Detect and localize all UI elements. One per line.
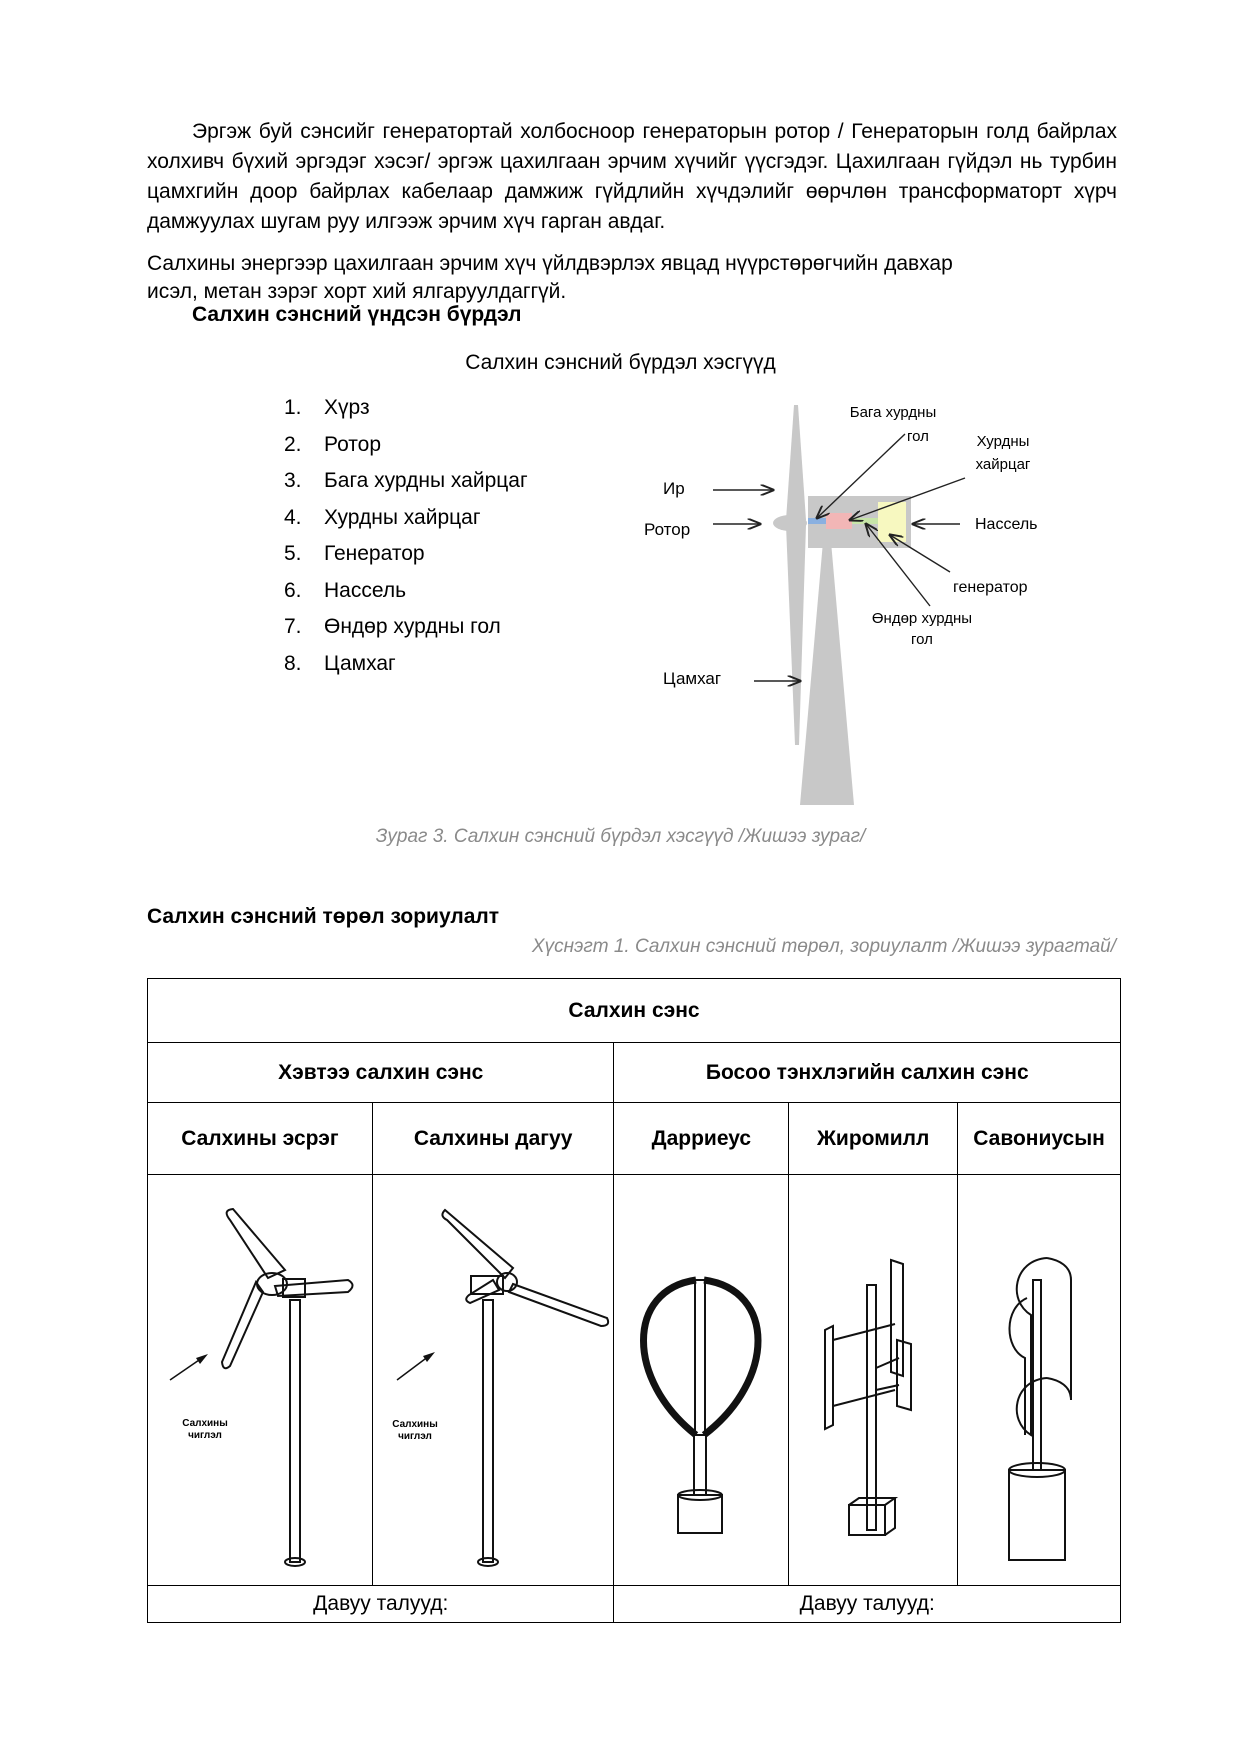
intro-paragraph-2-line-1: Салхины энергээр цахилгаан эрчим хүч үйлдвэрлэх явцад нүүрстөрөгчийн давхар xyxy=(147,252,953,275)
list-item: 7. Өндөр хурдны гол xyxy=(284,615,501,638)
downwind-image-cell xyxy=(372,1175,614,1586)
components-subtitle: Салхин сэнсний бүрдэл хэсгүүд xyxy=(465,351,776,374)
section-heading-components: Салхин сэнсний үндсэн бүрдэл xyxy=(192,303,522,326)
type-downwind-cell: Салхины дагуу xyxy=(372,1103,614,1175)
wind-turbine-diagram xyxy=(630,395,1050,815)
savonius-turbine-drawing xyxy=(959,1180,1119,1580)
wind-direction-label-line2: чиглэл xyxy=(398,1431,433,1442)
wind-direction-label-line1: Салхины xyxy=(392,1419,438,1430)
turbine-types-table xyxy=(147,978,1121,1623)
downwind-turbine-drawing xyxy=(375,1180,611,1580)
intro-paragraph-1: Эргэж буй сэнсийг генератортай холбосноор генераторын ротор / Генераторын голд байрлах холхивч бүхий эргэдэг хэсэг/ эргэж цахилгаан эрчим хүчийг үүсгэдэг. Цахилгаан гүйдэл нь турбин цамхгийн доор байрлах кабелаар дамжиж гүйдлийн хүчдэлийг өөрчлөн трансформаторт хүрч дамжуулах шугам руу илгээж эрчим хүч гарган авдаг. xyxy=(147,120,1117,233)
table-title-cell: Салхин сэнс xyxy=(148,979,1121,1043)
type-giromill-cell: Жиромилл xyxy=(789,1103,958,1175)
horizontal-advantages-cell: Давуу талууд: xyxy=(148,1586,614,1623)
list-item: 3. Бага хурдны хайрцаг xyxy=(284,469,528,492)
vertical-advantages-cell: Давуу талууд: xyxy=(614,1586,1121,1623)
tower-shape xyxy=(800,530,854,805)
wind-direction-label-line2: чиглэл xyxy=(187,1430,222,1441)
label-nacelle: Нассель xyxy=(975,516,1038,533)
label-low-speed-shaft-line2: гол xyxy=(907,428,929,445)
high-speed-shaft-shape xyxy=(852,518,878,524)
upwind-turbine-drawing xyxy=(150,1180,370,1580)
type-upwind-cell: Салхины эсрэг xyxy=(148,1103,373,1175)
blade-lower-shape xyxy=(786,525,806,745)
label-gearbox-line2: хайрцаг xyxy=(975,456,1031,473)
label-high-speed-shaft-line1: Өндөр хурдны xyxy=(871,610,973,627)
rotor-hub-shape xyxy=(773,515,807,531)
low-speed-shaft-shape xyxy=(808,518,826,524)
label-blade: Ир xyxy=(663,479,685,498)
type-darrieus-cell: Дарриеус xyxy=(614,1103,789,1175)
savonius-image-cell xyxy=(958,1175,1121,1586)
label-generator: генератор xyxy=(953,579,1028,596)
intro-paragraph-2-line-2: исэл, метан зэрэг хорт хий ялгаруулдаггүй. xyxy=(147,280,567,303)
label-low-speed-shaft-line1: Бага хурдны xyxy=(849,404,937,421)
darrieus-turbine-drawing xyxy=(616,1180,786,1580)
giromill-image-cell xyxy=(789,1175,958,1586)
gearbox-shape xyxy=(826,513,852,529)
type-savonius-cell: Савониусын xyxy=(958,1103,1121,1175)
blade-upper-shape xyxy=(786,405,806,520)
list-item: 8. Цамхаг xyxy=(284,651,396,675)
section-heading-types: Салхин сэнсний төрөл зориулалт xyxy=(147,905,499,928)
figure-caption: Зураг 3. Салхин сэнсний бүрдэл хэсгүүд /Жишээ зураг/ xyxy=(375,826,866,847)
wind-direction-label-line1: Салхины xyxy=(182,1418,228,1429)
horizontal-group-cell: Хэвтээ салхин сэнс xyxy=(148,1043,614,1103)
label-high-speed-shaft-line2: гол xyxy=(911,631,933,648)
list-item: 4. Хурдны хайрцаг xyxy=(284,505,481,529)
upwind-image-cell xyxy=(148,1175,373,1586)
list-item: 2. Ротор xyxy=(284,432,382,456)
vertical-group-cell: Босоо тэнхлэгийн салхин сэнс xyxy=(614,1043,1121,1103)
label-rotor: Ротор xyxy=(644,520,691,539)
giromill-turbine-drawing xyxy=(791,1180,956,1580)
table-caption: Хүснэгт 1. Салхин сэнсний төрөл, зориулалт /Жишээ зурагтай/ xyxy=(531,936,1116,957)
label-tower: Цамхаг xyxy=(663,669,722,688)
parts-list xyxy=(284,393,528,685)
label-gearbox-line1: Хурдны xyxy=(976,433,1030,450)
intro-paragraph-2 xyxy=(147,250,1117,306)
list-item: 1. Хүрз xyxy=(284,396,370,419)
darrieus-image-cell xyxy=(614,1175,789,1586)
list-item: 5. Генератор xyxy=(284,542,425,565)
list-item: 6. Нассель xyxy=(284,578,407,602)
